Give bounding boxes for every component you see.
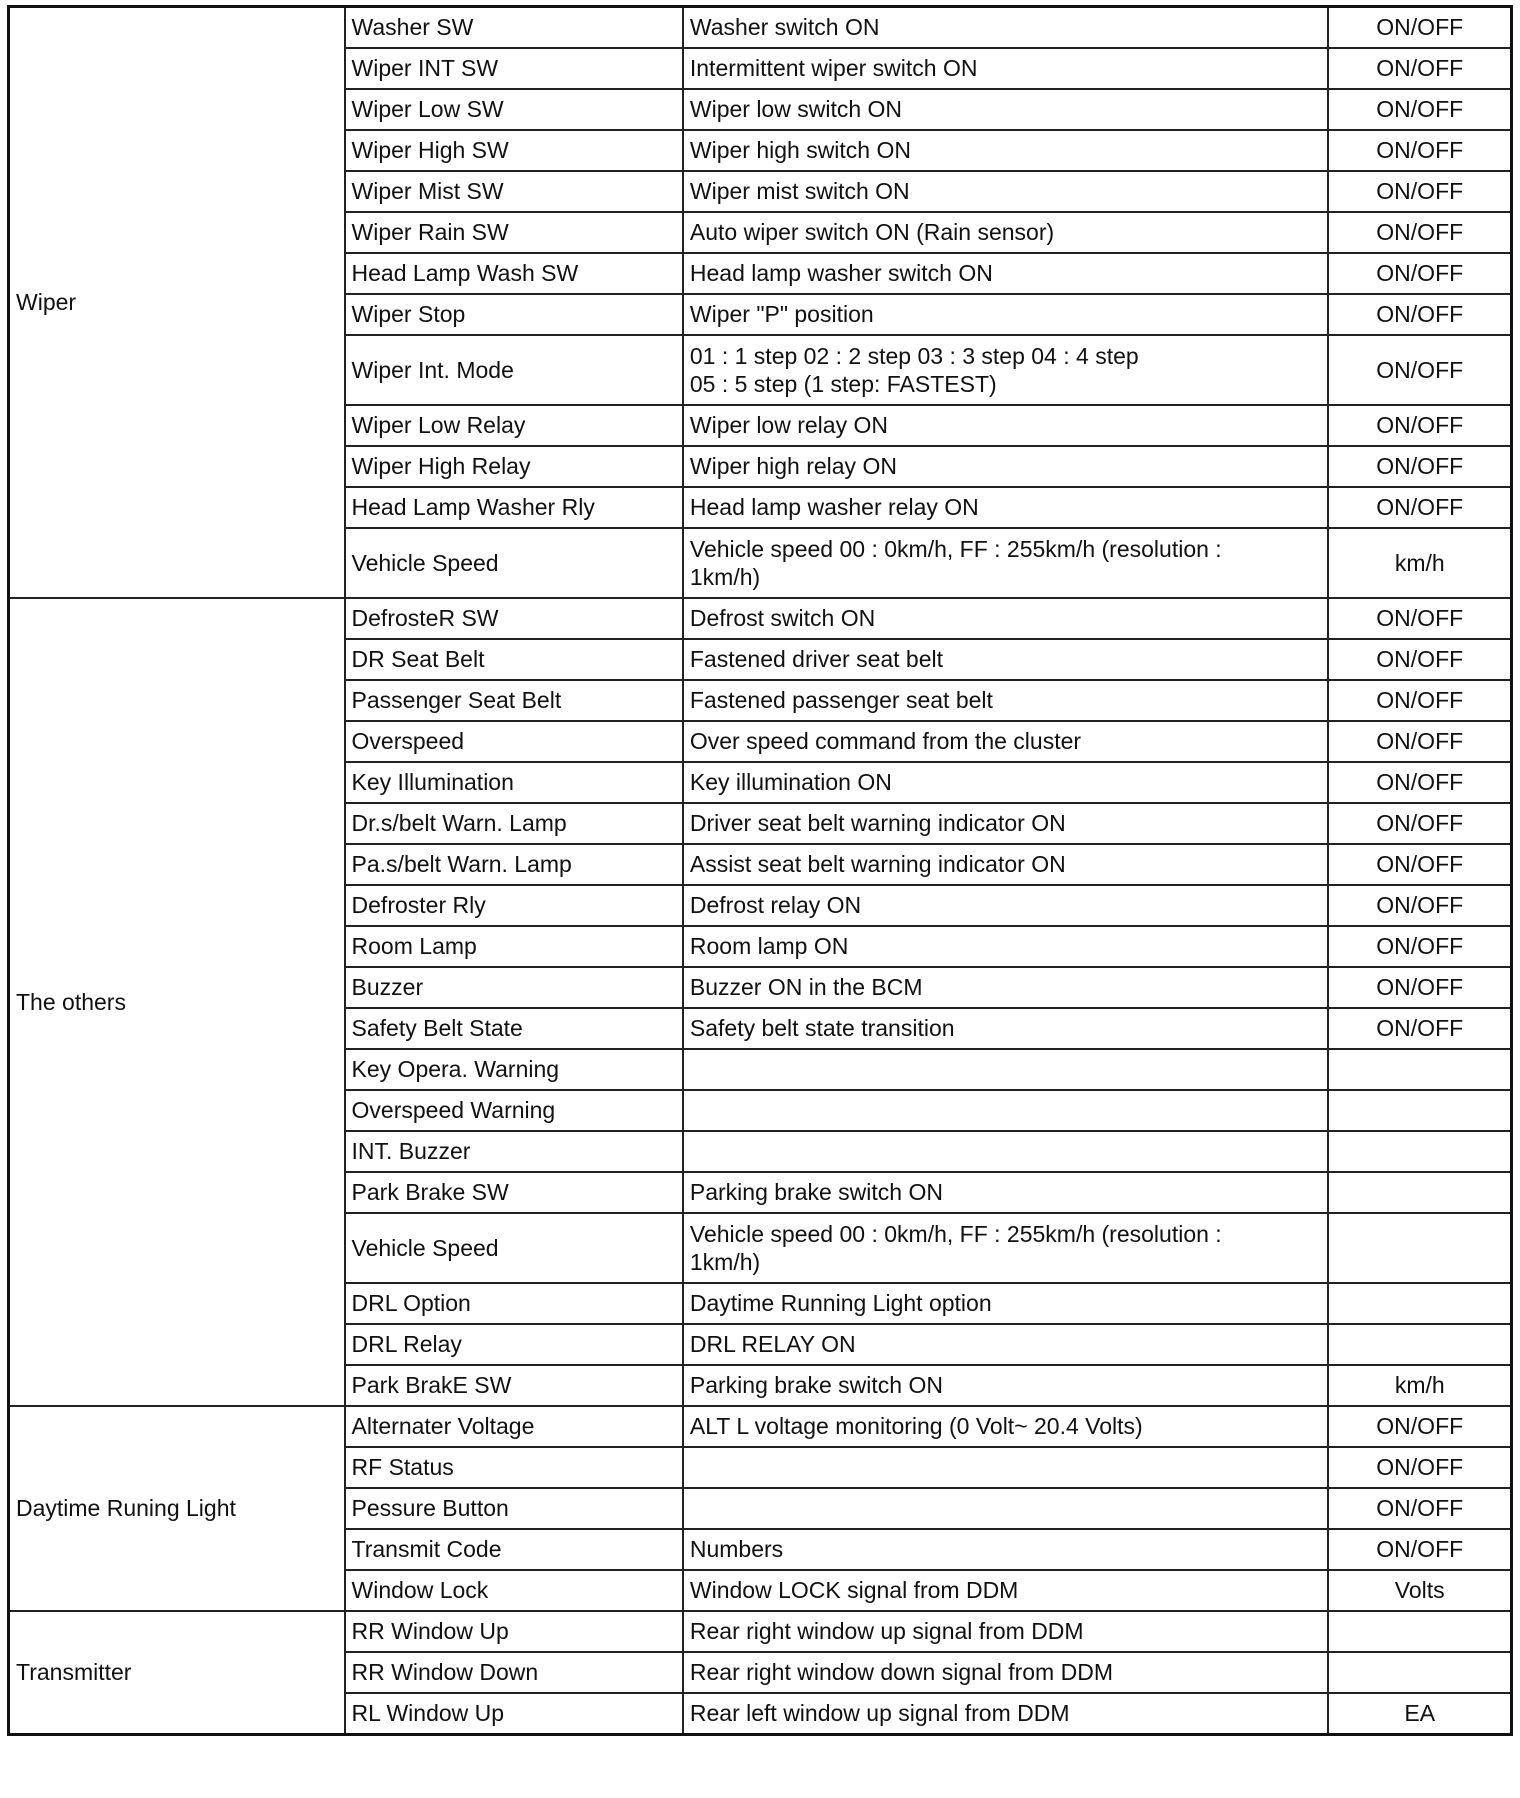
item-cell: Park BrakE SW [345,1365,683,1406]
item-cell: Pessure Button [345,1488,683,1529]
unit-cell [1328,1652,1511,1693]
item-cell: Wiper Low SW [345,89,683,130]
unit-cell [1328,1283,1511,1324]
unit-cell: ON/OFF [1328,294,1511,335]
description-line: Key illumination ON [689,769,892,796]
item-cell: Vehicle Speed [345,528,683,598]
unit-cell: ON/OFF [1328,967,1511,1008]
description-line: Wiper high relay ON [689,453,897,480]
description-line: 05 : 5 step (1 step: FASTEST) [689,371,997,397]
unit-cell: ON/OFF [1328,762,1511,803]
category-cell: Transmitter [9,1611,345,1735]
description-cell [683,1213,1329,1283]
unit-cell: ON/OFF [1328,446,1511,487]
description-cell [683,598,1329,639]
description-cell [683,885,1329,926]
description-line: Head lamp washer relay ON [689,494,979,521]
unit-cell: ON/OFF [1328,335,1511,405]
unit-cell: ON/OFF [1328,1008,1511,1049]
description-line: Safety belt state transition [689,1015,955,1042]
item-cell: Wiper Rain SW [345,212,683,253]
item-cell: Pa.s/belt Warn. Lamp [345,844,683,885]
item-cell: Buzzer [345,967,683,1008]
category-cell: The others [9,598,345,1406]
description-line: 01 : 1 step 02 : 2 step 03 : 3 step 04 : 4 step [689,342,1139,369]
description-line: Assist seat belt warning indicator ON [689,851,1066,878]
unit-cell: ON/OFF [1328,803,1511,844]
description-cell [683,1283,1329,1324]
description-cell [683,405,1329,446]
item-cell: RL Window Up [345,1693,683,1735]
description-line: Auto wiper switch ON (Rain sensor) [689,219,1055,246]
description-cell [683,1406,1329,1447]
item-cell: Overspeed Warning [345,1090,683,1131]
table-body [9,7,1512,1735]
item-cell: Key Opera. Warning [345,1049,683,1090]
item-cell: DR Seat Belt [345,639,683,680]
description-line: Wiper low relay ON [689,412,888,439]
item-cell: Room Lamp [345,926,683,967]
description-line: Vehicle speed 00 : 0km/h, FF : 255km/h (resolution : [689,535,1222,562]
description-line: Defrost relay ON [689,892,862,919]
unit-cell: ON/OFF [1328,1406,1511,1447]
unit-cell: ON/OFF [1328,48,1511,89]
unit-cell: ON/OFF [1328,1488,1511,1529]
unit-cell: ON/OFF [1328,598,1511,639]
item-cell: Overspeed [345,721,683,762]
unit-cell: ON/OFF [1328,89,1511,130]
item-cell: Wiper Mist SW [345,171,683,212]
description-cell [683,721,1329,762]
description-cell [683,48,1329,89]
description-cell [683,212,1329,253]
description-line: Parking brake switch ON [689,1372,943,1399]
unit-cell [1328,1611,1511,1652]
description-cell [683,1693,1329,1735]
description-line: 1km/h) [689,1249,761,1275]
unit-cell: ON/OFF [1328,1447,1511,1488]
unit-cell: ON/OFF [1328,487,1511,528]
description-cell [683,7,1329,49]
description-cell [683,1611,1329,1652]
description-line: Room lamp ON [689,933,849,960]
description-line: Defrost switch ON [689,605,876,632]
unit-cell: ON/OFF [1328,212,1511,253]
description-cell [683,1447,1329,1488]
item-cell: RF Status [345,1447,683,1488]
unit-cell [1328,1172,1511,1213]
description-line: Head lamp washer switch ON [689,260,993,287]
description-cell [683,130,1329,171]
unit-cell: ON/OFF [1328,885,1511,926]
item-cell: Head Lamp Washer Rly [345,487,683,528]
description-line: Driver seat belt warning indicator ON [689,810,1066,837]
item-cell: RR Window Down [345,1652,683,1693]
description-line: Rear right window down signal from DDM [689,1659,1113,1686]
table-row [9,1406,1512,1447]
item-cell: Transmit Code [345,1529,683,1570]
description-line: ALT L voltage monitoring (0 Volt~ 20.4 Volts) [689,1413,1143,1440]
item-cell: Wiper High Relay [345,446,683,487]
item-cell: Wiper Stop [345,294,683,335]
description-line: Washer switch ON [689,14,880,41]
description-line: Window LOCK signal from DDM [689,1577,1019,1604]
description-cell [683,844,1329,885]
description-cell [683,762,1329,803]
item-cell: Safety Belt State [345,1008,683,1049]
unit-cell: ON/OFF [1328,130,1511,171]
item-cell: Wiper Int. Mode [345,335,683,405]
unit-cell: km/h [1328,1365,1511,1406]
description-line: Wiper mist switch ON [689,178,910,205]
description-line: Intermittent wiper switch ON [689,55,978,82]
description-line: Vehicle speed 00 : 0km/h, FF : 255km/h (resolution : [689,1220,1222,1247]
item-cell: DefrosteR SW [345,598,683,639]
description-cell [683,803,1329,844]
description-cell [683,1131,1329,1172]
table-row [9,1611,1512,1652]
description-line: 1km/h) [689,564,761,590]
description-cell [683,967,1329,1008]
item-cell: Vehicle Speed [345,1213,683,1283]
description-cell [683,1172,1329,1213]
item-cell: Alternater Voltage [345,1406,683,1447]
spec-table-container [7,5,1513,1736]
description-cell [683,528,1329,598]
item-cell: INT. Buzzer [345,1131,683,1172]
unit-cell: ON/OFF [1328,171,1511,212]
item-cell: Passenger Seat Belt [345,680,683,721]
item-cell: Wiper High SW [345,130,683,171]
description-cell [683,1529,1329,1570]
item-cell: Wiper Low Relay [345,405,683,446]
item-cell: Key Illumination [345,762,683,803]
description-cell [683,926,1329,967]
item-cell: Washer SW [345,7,683,49]
description-line: Over speed command from the cluster [689,728,1082,755]
category-cell: Wiper [9,7,345,599]
description-line: Buzzer ON in the BCM [689,974,923,1001]
unit-cell: ON/OFF [1328,721,1511,762]
data-list-table [7,5,1513,1736]
description-cell [683,1324,1329,1365]
unit-cell: ON/OFF [1328,680,1511,721]
description-line: Parking brake switch ON [689,1179,943,1206]
description-line: Rear right window up signal from DDM [689,1618,1084,1645]
description-cell [683,680,1329,721]
description-cell [683,446,1329,487]
description-line: Wiper "P" position [689,301,874,328]
item-cell: Window Lock [345,1570,683,1611]
description-cell [683,253,1329,294]
description-cell [683,487,1329,528]
unit-cell: km/h [1328,528,1511,598]
unit-cell: EA [1328,1693,1511,1735]
unit-cell: ON/OFF [1328,844,1511,885]
item-cell: Dr.s/belt Warn. Lamp [345,803,683,844]
description-cell [683,1365,1329,1406]
item-cell: DRL Relay [345,1324,683,1365]
description-line: Fastened driver seat belt [689,646,944,673]
table-row [9,598,1512,639]
unit-cell [1328,1090,1511,1131]
category-cell: Daytime Runing Light [9,1406,345,1611]
description-cell [683,171,1329,212]
item-cell: RR Window Up [345,1611,683,1652]
description-cell [683,1570,1329,1611]
item-cell: Head Lamp Wash SW [345,253,683,294]
unit-cell: ON/OFF [1328,1529,1511,1570]
description-cell [683,294,1329,335]
unit-cell [1328,1324,1511,1365]
description-cell [683,335,1329,405]
description-cell [683,1049,1329,1090]
description-line: Numbers [689,1536,784,1563]
description-line: Daytime Running Light option [689,1290,992,1317]
item-cell: DRL Option [345,1283,683,1324]
table-row [9,7,1512,49]
unit-cell: ON/OFF [1328,926,1511,967]
description-line: Wiper high switch ON [689,137,911,164]
description-cell [683,1008,1329,1049]
description-cell [683,89,1329,130]
unit-cell: ON/OFF [1328,639,1511,680]
unit-cell: ON/OFF [1328,7,1511,49]
description-line: Rear left window up signal from DDM [689,1700,1070,1727]
description-line: Wiper low switch ON [689,96,903,123]
unit-cell [1328,1131,1511,1172]
description-line: Fastened passenger seat belt [689,687,993,714]
description-cell [683,1488,1329,1529]
unit-cell: ON/OFF [1328,405,1511,446]
description-cell [683,1652,1329,1693]
item-cell: Wiper INT SW [345,48,683,89]
description-cell [683,639,1329,680]
unit-cell: Volts [1328,1570,1511,1611]
item-cell: Park Brake SW [345,1172,683,1213]
unit-cell: ON/OFF [1328,253,1511,294]
description-cell [683,1090,1329,1131]
unit-cell [1328,1213,1511,1283]
item-cell: Defroster Rly [345,885,683,926]
description-line: DRL RELAY ON [689,1331,856,1358]
unit-cell [1328,1049,1511,1090]
